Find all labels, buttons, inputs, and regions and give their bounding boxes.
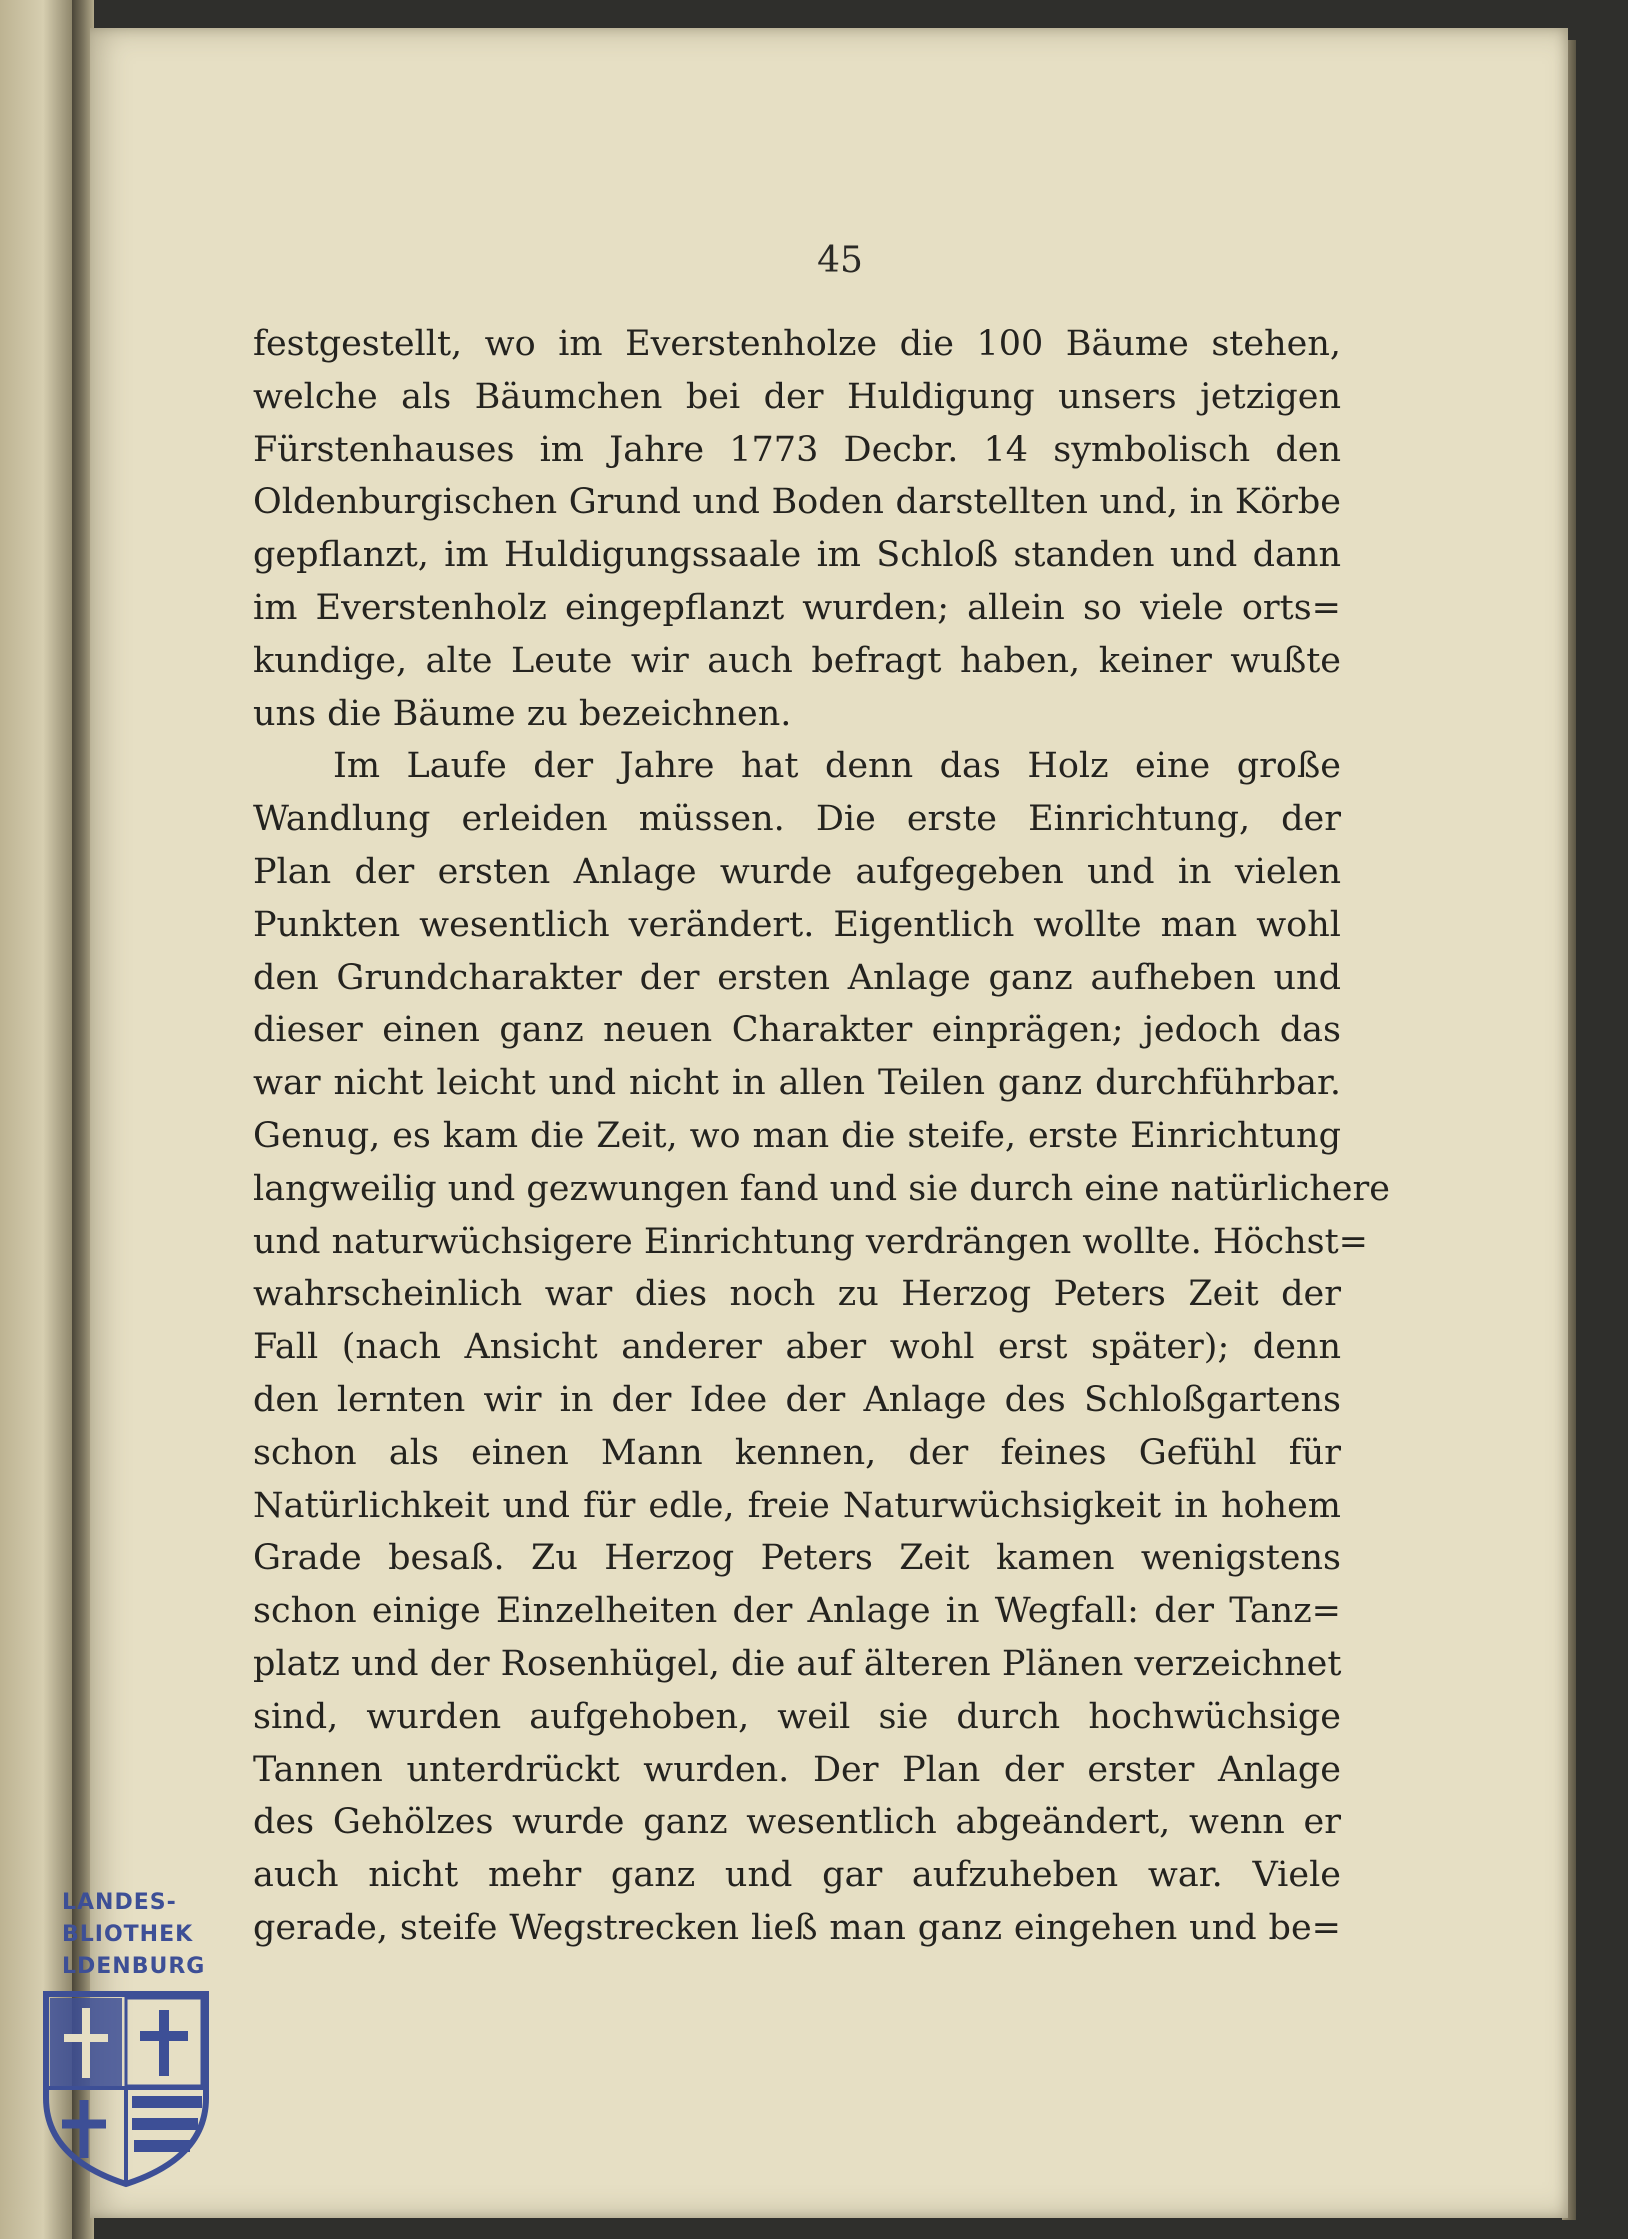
- text-line: Natürlichkeit und für edle, freie Naturwüchsigkeit in hohem: [253, 1485, 1341, 1526]
- text-line: festgestellt, wo im Everstenholze die 100 Bäume stehen,: [253, 324, 1341, 364]
- text-line: kundige, alte Leute wir auch befragt haben, keiner wußte: [253, 640, 1341, 681]
- coat-of-arms-icon: [36, 1988, 216, 2188]
- text-line: gerade, steife Wegstrecken ließ man ganz eingehen und be=: [253, 1907, 1341, 1948]
- text-line: welche als Bäumchen bei der Huldigung unsers jetzigen: [253, 376, 1341, 417]
- text-line: Fürstenhauses im Jahre 1773 Decbr. 14 symbolisch den: [253, 429, 1341, 470]
- text-line: platz und der Rosenhügel, die auf älteren Plänen verzeichnet: [253, 1643, 1342, 1684]
- text-line: dieser einen ganz neuen Charakter einprägen; jedoch das: [253, 1010, 1341, 1051]
- text-line: den Grundcharakter der ersten Anlage ganz aufheben und: [253, 957, 1341, 998]
- text-line: uns die Bäume zu bezeichnen.: [253, 693, 792, 734]
- text-line: schon einige Einzelheiten der Anlage in Wegfall: der Tanz=: [253, 1591, 1341, 1632]
- text-line: und naturwüchsigere Einrichtung verdrängen wollte. Höchst=: [253, 1221, 1368, 1262]
- text-line: auch nicht mehr ganz und gar aufzuheben war. Viele: [253, 1855, 1341, 1896]
- text-line: gepflanzt, im Huldigungssaale im Schloß standen und dann: [253, 535, 1341, 576]
- text-line: Wandlung erleiden müssen. Die erste Einrichtung, der: [253, 799, 1341, 840]
- page-text: [253, 318, 1390, 1955]
- text-line: schon als einen Mann kennen, der feines Gefühl für: [253, 1432, 1341, 1473]
- stamp-text-line: LDENBURG: [62, 1954, 206, 1979]
- text-line: langweilig und gezwungen fand und sie durch eine natürlichere: [253, 1168, 1390, 1209]
- text-line: des Gehölzes wurde ganz wesentlich abgeändert, wenn er: [253, 1802, 1341, 1843]
- stamp-text-line: BLIOTHEK: [62, 1922, 194, 1947]
- text-line: Fall (nach Ansicht anderer aber wohl erst später); denn: [253, 1327, 1341, 1368]
- text-line: Genug, es kam die Zeit, wo man die steife, erste Einrichtung: [253, 1115, 1341, 1156]
- text-line: Oldenburgischen Grund und Boden darstellten und, in Körbe: [253, 482, 1341, 523]
- text-line: wahrscheinlich war dies noch zu Herzog Peters Zeit der: [253, 1274, 1341, 1315]
- text-line: Tannen unterdrückt wurden. Der Plan der erster Anlage: [253, 1749, 1341, 1790]
- page-number: 45: [817, 240, 863, 281]
- text-line: Plan der ersten Anlage wurde aufgegeben und in vielen: [253, 851, 1341, 892]
- text-line: den lernten wir in der Idee der Anlage des Schloßgartens: [253, 1379, 1341, 1420]
- text-line: war nicht leicht und nicht in allen Teilen ganz durchführbar.: [253, 1063, 1341, 1104]
- library-stamp: [0, 1880, 230, 2190]
- text-line-paragraph-start: Im Laufe der Jahre hat denn das Holz eine große: [333, 746, 1341, 787]
- text-line: Punkten wesentlich verändert. Eigentlich wollte man wohl: [253, 904, 1341, 945]
- text-line: Grade besaß. Zu Herzog Peters Zeit kamen wenigstens: [253, 1538, 1341, 1579]
- stamp-text-line: LANDES-: [62, 1890, 177, 1915]
- text-line: im Everstenholz eingepflanzt wurden; allein so viele orts=: [253, 587, 1341, 628]
- text-line: sind, wurden aufgehoben, weil sie durch hochwüchsige: [253, 1696, 1341, 1737]
